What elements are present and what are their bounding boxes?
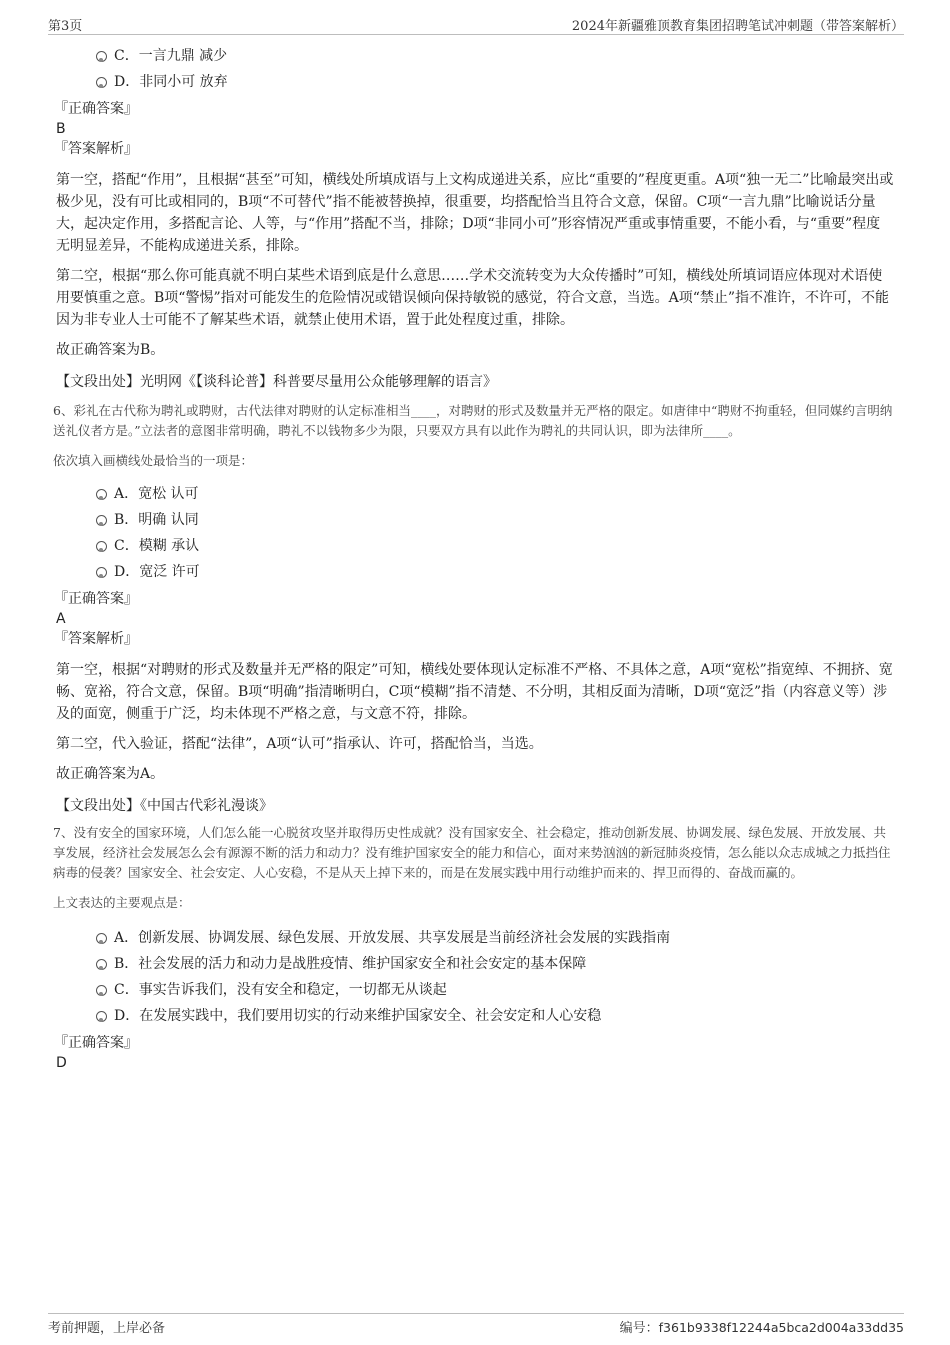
q5-answer: B [56,121,66,137]
q7-stem: 7、没有安全的国家环境，人们怎么能一心脱贫攻坚并取得历史性成就？没有国家安全、社会稳定，推动创新发展、协调发展、绿色发展、开放发展、共享发展，经济社会发展怎么会有源源不断的活力和动力？没有维护国家安全的能力和信心，面对来势汹汹的新冠肺炎疫情，怎么能以众志成城之力抵挡住病毒的侵袭？国家安全、社会安定、人心安稳，不是从天上掉下来的，而是在发展实践中用行动维护而来的、捍卫而得的、奋战而赢的。 [53,825,891,880]
radio-icon[interactable] [96,51,107,62]
footer-slogan: 考前押题，上岸必备 [48,1321,166,1336]
q5-analysis-1: 第一空，搭配“作用”，且根据“甚至”可知，横线处所填成语与上文构成递进关系，应比“重要的”程度更重。A项“独一无二”比喻最突出或极少见，没有可比或相同的，B项“不可替代”指不能被替换掉，很重要，均搭配恰当且符合文意，保留。C项“一言九鼎”比喻说话分量大，起决定作用，多搭配言论、人等，与“作用”搭配不当，排除；D项“非同小可”形容情况严重或事情重要，不能小看，与“重要”程度无明显差异，不能构成递进关系，排除。 [56,172,894,254]
q7-option-c[interactable]: C．事实告诉我们，没有安全和稳定，一切都无从谈起 [96,977,894,1003]
radio-icon[interactable] [96,489,107,500]
q6-answer: A [56,611,66,627]
page-number: 第3页 [48,19,83,34]
document-code [620,1317,904,1336]
q7-prompt: 上文表达的主要观点是： [53,895,191,910]
radio-icon[interactable] [96,77,107,88]
q5-option-d[interactable]: D．非同小可 放弃 [96,69,894,95]
q7-option-a[interactable]: A．创新发展、协调发展、绿色发展、开放发展、共享发展是当前经济社会发展的实践指南 [96,925,894,951]
q7-answer: D [56,1055,67,1071]
analysis-label: 『答案解析』 [54,631,138,647]
page-footer [48,1313,904,1336]
q6-option-b[interactable]: B．明确 认同 [96,507,894,533]
q6-option-c[interactable]: C．模糊 承认 [96,533,894,559]
q6-stem: 6、彩礼在古代称为聘礼或聘财，古代法律对聘财的认定标准相当____，对聘财的形式及数量并无严格的限定。如唐律中“聘财不拘重轻，但同媒约言明纳送礼仪者方是。”立法者的意图非常明确，聘礼不以钱物多少为限，只要双方具有以此作为聘礼的共同认识，即为法律所____。 [53,403,893,438]
q6-option-d[interactable]: D．宽泛 许可 [96,559,894,585]
code-value: f361b9338f12244a5bca2d004a33dd35 [658,1320,904,1335]
page-content [53,40,894,1073]
q7-option-d[interactable]: D．在发展实践中，我们要用切实的行动来维护国家安全、社会安定和人心安稳 [96,1003,894,1029]
code-label: 编号： [619,1321,659,1336]
q5-conclusion: 故正确答案为B。 [56,342,165,358]
q6-source: 【文段出处】《中国古代彩礼漫谈》 [56,798,273,814]
q7-option-b[interactable]: B．社会发展的活力和动力是战胜疫情、维护国家安全和社会安定的基本保障 [96,951,894,977]
q6-prompt: 依次填入画横线处最恰当的一项是： [53,453,254,468]
radio-icon[interactable] [96,567,107,578]
q5-analysis-2: 第二空，根据“那么你可能真就不明白某些术语到底是什么意思……学术交流转变为大众传播时”可知，横线处所填词语应体现对术语使用要慎重之意。B项“警惕”指对可能发生的危险情况或错误倾向保持敏锐的感觉，符合文意，当选。A项“禁止”指不准许，不许可，不能因为非专业人士可能不了解某些术语，就禁止使用术语，置于此处程度过重，排除。 [56,268,890,328]
q6-analysis-2: 第二空，代入验证，搭配“法律”，A项“认可”指承认、许可，搭配恰当，当选。 [56,736,543,752]
correct-answer-label: 『正确答案』 [54,101,138,117]
page-header [48,14,904,35]
q5-source: 【文段出处】光明网《【谈科论普】科普要尽量用公众能够理解的语言》 [56,374,497,390]
radio-icon[interactable] [96,933,107,944]
radio-icon[interactable] [96,515,107,526]
correct-answer-label: 『正确答案』 [54,591,138,607]
radio-icon[interactable] [96,985,107,996]
q5-option-c[interactable]: C．一言九鼎 减少 [96,43,894,69]
radio-icon[interactable] [96,1011,107,1022]
q6-analysis-1: 第一空，根据“对聘财的形式及数量并无严格的限定”可知，横线处要体现认定标准不严格、不具体之意，A项“宽松”指宽绰、不拥挤、宽畅、宽裕，符合文意，保留。B项“明确”指清晰明白，C项“模糊”指不清楚、不分明，其相反面为清晰，D项“宽泛”指（内容意义等）涉及的面宽，侧重于广泛，均未体现不严格之意，与文意不符，排除。 [56,662,893,722]
analysis-label: 『答案解析』 [54,141,138,157]
radio-icon[interactable] [96,541,107,552]
q6-conclusion: 故正确答案为A。 [56,766,165,782]
document-title: 2024年新疆雅顶教育集团招聘笔试冲刺题（带答案解析） [571,19,904,34]
correct-answer-label: 『正确答案』 [54,1035,138,1051]
q6-option-a[interactable]: A．宽松 认可 [96,481,894,507]
radio-icon[interactable] [96,959,107,970]
